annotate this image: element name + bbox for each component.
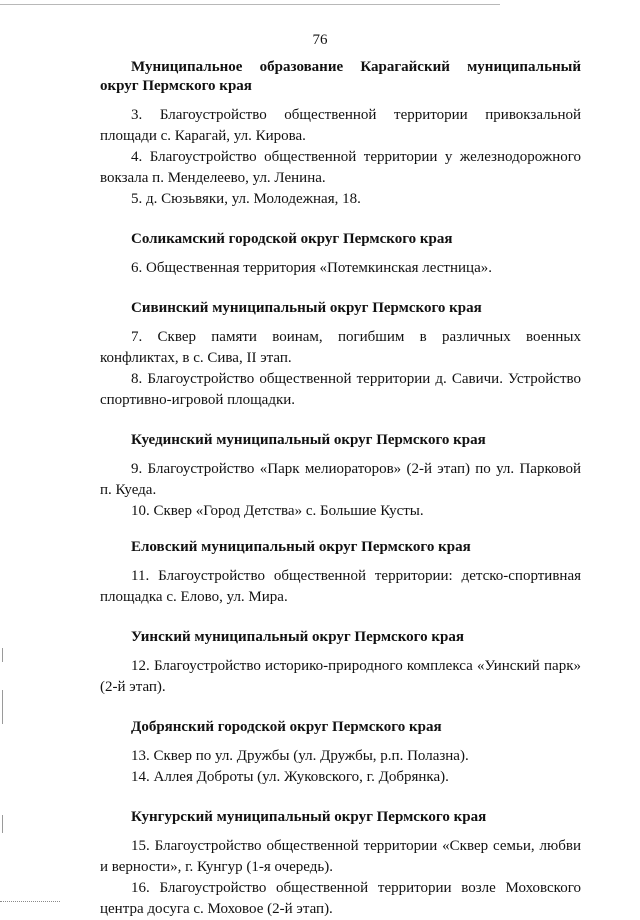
list-item: 8. Благоустройство общественной территории д. Савичи. Устройство спортивно-игровой площадки. — [100, 371, 581, 408]
list-item: 12. Благоустройство историко-природного комплекса «Уинский парк» (2-й этап). — [100, 658, 581, 695]
list-item: 6. Общественная территория «Потемкинская лестница». — [131, 260, 492, 276]
list-item: 14. Аллея Доброты (ул. Жуковского, г. Добрянка). — [131, 769, 449, 785]
section-heading: Муниципальное образование Карагайский муниципальный округ Пермского края — [100, 59, 581, 94]
section-heading: Добрянский городской округ Пермского края — [131, 719, 442, 735]
list-item: 16. Благоустройство общественной территории возле Моховского центра досуга с. Моховое (2-й этап). — [100, 880, 581, 917]
list-item: 9. Благоустройство «Парк мелиораторов» (2-й этап) по ул. Парковой п. Куеда. — [100, 461, 581, 498]
list-item: 15. Благоустройство общественной территории «Сквер семьи, любви и верности», г. Кунгур (1-я очередь). — [100, 838, 581, 875]
section-kungursky — [100, 808, 581, 920]
section-heading: Уинский муниципальный округ Пермского края — [131, 629, 464, 645]
section-elovsky — [100, 538, 581, 608]
list-item: 5. д. Сюзьвяки, ул. Молодежная, 18. — [131, 191, 361, 207]
section-uinsky — [100, 628, 581, 698]
section-sivinsky — [100, 299, 581, 411]
list-item: 3. Благоустройство общественной территории привокзальной площади с. Карагай, ул. Кирова. — [100, 107, 581, 144]
scan-margin-mark — [2, 648, 3, 662]
scan-margin-mark — [2, 690, 3, 724]
page-number: 76 — [312, 32, 328, 48]
list-item: 4. Благоустройство общественной территории у железнодорожного вокзала п. Менделеево, ул. Ленина. — [100, 149, 581, 186]
section-karagai — [100, 58, 581, 210]
section-heading: Куединский муниципальный округ Пермского края — [131, 432, 486, 448]
list-item: 10. Сквер «Город Детства» с. Большие Кусты. — [131, 503, 424, 519]
section-solikamsk — [100, 230, 581, 279]
list-item: 11. Благоустройство общественной территории: детско-спортивная площадка с. Елово, ул. Мира. — [100, 568, 581, 605]
section-dobryansky — [100, 718, 581, 788]
section-kuedinsky — [100, 431, 581, 522]
list-item: 13. Сквер по ул. Дружбы (ул. Дружбы, р.п. Полазна). — [131, 748, 469, 764]
section-heading: Сивинский муниципальный округ Пермского края — [131, 300, 482, 316]
document-body — [100, 58, 581, 920]
section-heading: Еловский муниципальный округ Пермского края — [131, 539, 471, 555]
scan-bottom-rule — [0, 901, 60, 902]
section-heading: Соликамский городской округ Пермского края — [131, 231, 453, 247]
scan-top-rule — [0, 4, 500, 5]
scan-margin-mark — [2, 815, 3, 833]
list-item: 7. Сквер памяти воинам, погибшим в различных военных конфликтах, в с. Сива, II этап. — [100, 329, 581, 366]
section-heading: Кунгурский муниципальный округ Пермского края — [131, 809, 487, 825]
